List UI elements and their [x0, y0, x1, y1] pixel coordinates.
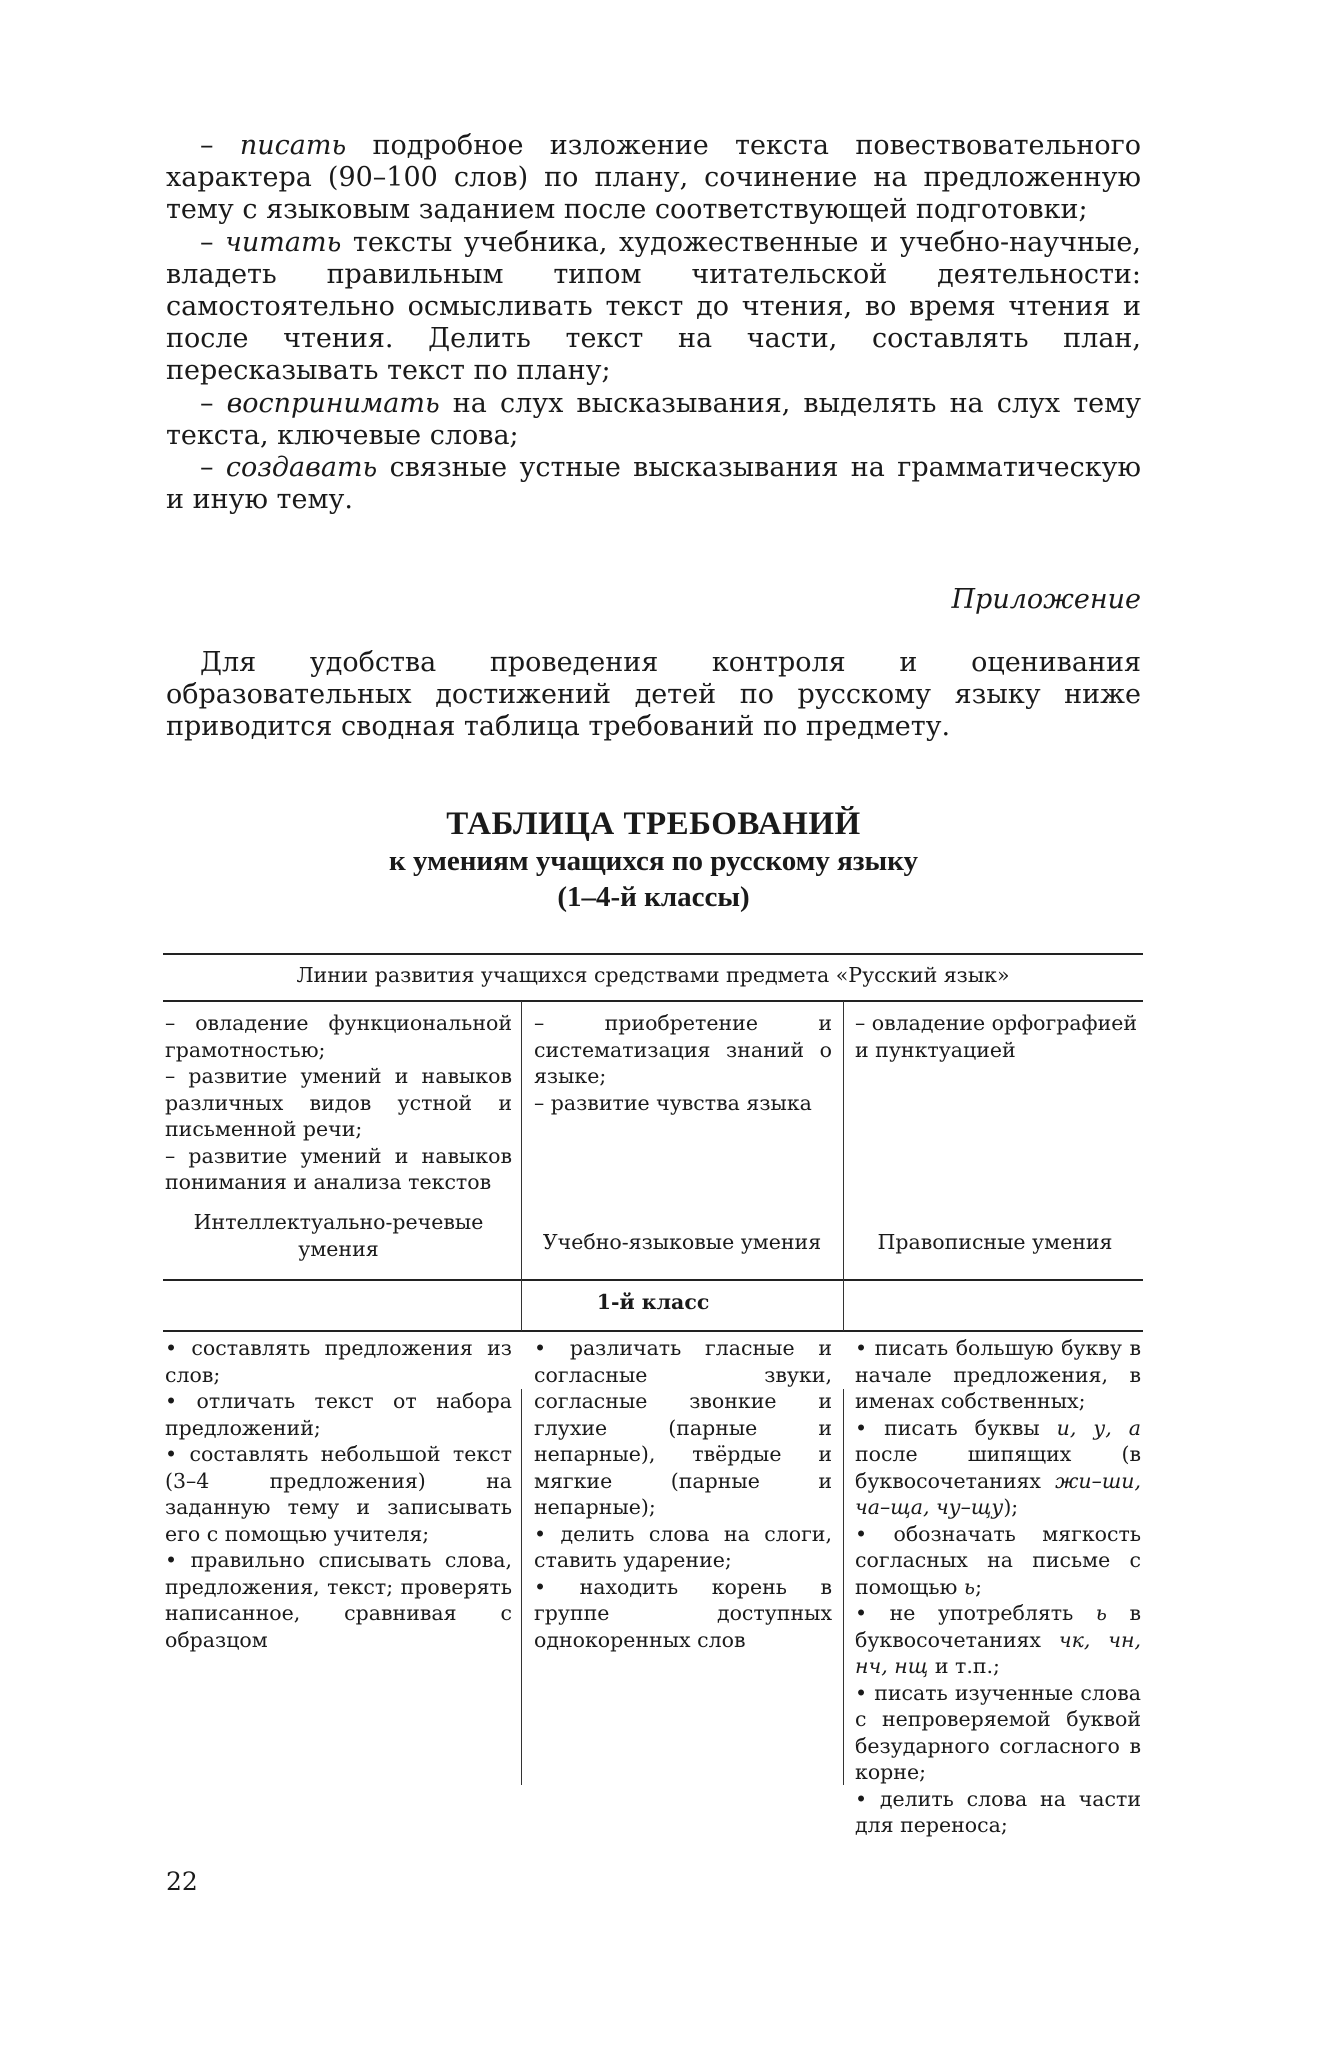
table-title: ТАБЛИЦА ТРЕБОВАНИЙ [446, 806, 861, 842]
lines-cell-1: – овладение функциональной грамотностью; – развитие умений и навыков различных видов устной и письменной речи; – развитие умений и навыков понимания и анализа текстов [165, 1011, 512, 1194]
list-item: • правильно списывать слова, предложения, текст; проверять написанное, сравнивая с образцом [165, 1548, 512, 1652]
list-item: • писать большую букву в начале предложения, в именах собственных; [855, 1336, 1141, 1413]
intro-paragraph: – создавать связные устные высказывания на грамматическую и иную тему. [166, 452, 1141, 516]
lines-cell-3: – овладение орфографией и пунктуацией [855, 1011, 1138, 1062]
list-item: • обозначать мягкость согласных на письме с помощью ь; [855, 1521, 1141, 1599]
skills-cell-3: Правописные умения [877, 1230, 1113, 1254]
table-col-divider [843, 1389, 844, 1785]
appendix-label: Приложение [951, 584, 1141, 615]
list-item: • отличать текст от набора предложений; [165, 1389, 512, 1440]
list-item: • не употреблять ь в буквосочетаниях чк, чн, нч, нщ и т.п.; [855, 1601, 1141, 1678]
skills-cell-2: Учебно-языковые умения [542, 1230, 822, 1254]
table-col-divider [521, 1389, 522, 1785]
intro-paragraph: – воспринимать на слух высказывания, выделять на слух тему текста, ключевые слова; [166, 387, 1141, 451]
list-item: • делить слова на слоги, ставить ударение; [534, 1521, 832, 1572]
intro-text [166, 130, 1141, 516]
table-header: Линии развития учащихся средствами предмета «Русский язык» [296, 963, 1010, 987]
table-subtitle: к умениям учащихся по русскому языку [389, 845, 918, 877]
grade1-cell-1 [165, 1335, 512, 1653]
intro-paragraph: – писать подробное изложение текста повествовательного характера (90–100 слов) по плану, сочинение на предложенную тему с языковым заданием после соответствующей подготовки; [166, 130, 1141, 226]
list-item: • писать буквы и, у, а после шипящих (в буквосочетаниях жи–ши, ча–ща, чу–щу); [855, 1415, 1141, 1519]
table-rule [163, 1279, 1143, 1281]
intro-paragraph: – читать тексты учебника, художественные и учебно-научные, владеть правильным типом читательской деятельности: самостоятельно осмысливать текст до чтения, во время чтения и после чтения. Делить текст на части, составлять план, пересказывать текст по плану; [166, 226, 1141, 387]
skills-cell-1: Интеллектуально-речевые умения [193, 1210, 484, 1261]
list-item: • находить корень в группе доступных однокоренных слов [534, 1574, 832, 1652]
list-item: • писать изученные слова с непроверяемой буквой безударного согласного в корне; [855, 1680, 1141, 1784]
table-rule-top [163, 953, 1143, 955]
table-col-divider [843, 1001, 844, 1331]
list-item: • различать гласные и согласные звуки, согласные звонкие и глухие (парные и непарные), твёрдые и мягкие (парные и непарные); [534, 1336, 832, 1519]
appendix-note: Для удобства проведения контроля и оценивания образовательных достижений детей по русскому языку ниже приводится сводная таблица требований по предмету. [166, 647, 1141, 743]
grade-heading: 1-й класс [596, 1290, 710, 1314]
list-item: • делить слова на части для переноса; [855, 1786, 1141, 1837]
table-rule [163, 1000, 1143, 1002]
grade1-cell-3 [855, 1335, 1141, 1839]
grade1-cell-2 [534, 1335, 832, 1653]
lines-cell-2: – приобретение и систематизация знаний о языке; – развитие чувства языка [534, 1011, 832, 1115]
table-col-divider [521, 1001, 522, 1331]
table-grades: (1–4-й классы) [557, 881, 750, 913]
table-rule [163, 1330, 1143, 1332]
table-title-block [166, 805, 1141, 915]
list-item: • составлять небольшой текст (3–4 предложения) на заданную тему и записывать его с помощью учителя; [165, 1442, 512, 1546]
page-number: 22 [166, 1867, 198, 1896]
list-item: • составлять предложения из слов; [165, 1336, 512, 1387]
